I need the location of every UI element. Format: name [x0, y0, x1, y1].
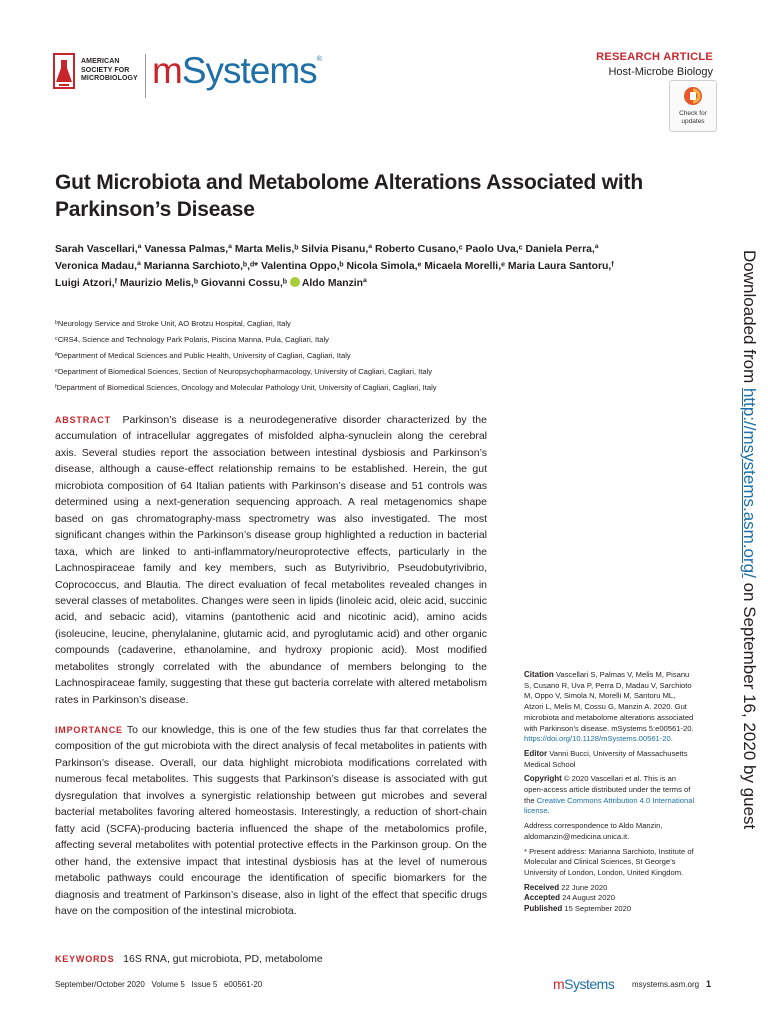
- authors-line-1: Sarah Vascellari,ª Vanessa Palmas,ª Marta Melis,ᵇ Silvia Pisanu,ª Roberto Cusano,ᶜ Paolo Uva,ᶜ Daniela Perra,ª: [55, 244, 599, 255]
- published-date: 15 September 2020: [564, 904, 632, 914]
- abstract-heading: ABSTRACT: [55, 415, 111, 425]
- journal-logo: [152, 50, 321, 92]
- copyright-label: Copyright: [524, 774, 562, 784]
- article-type: RESEARCH ARTICLE: [596, 51, 713, 63]
- importance: [55, 722, 487, 919]
- keywords-heading: KEYWORDS: [55, 954, 115, 964]
- editor: [524, 749, 696, 770]
- footer-logo-rest: Systems: [564, 976, 615, 992]
- footer-logo-m: m: [553, 976, 565, 992]
- check-for-updates-button[interactable]: [669, 80, 717, 132]
- copyright: Copyright © 2020 Vascellari et al. This is an open-access article distributed under the terms of the Creative Commons Attribution 4.0 International license.: [524, 774, 695, 816]
- keywords: [55, 953, 323, 965]
- footer-journal-url[interactable]: msystems.asm.org: [632, 980, 700, 989]
- received-date: 22 June 2020: [561, 882, 608, 892]
- logo-divider: [145, 54, 146, 98]
- present-address: * Present address: Marianna Sarchioto, Institute of Molecular and Clinical Sciences, St George’s University of London, London, United Kingdom.: [524, 846, 694, 877]
- accepted-date: 24 August 2020: [562, 893, 615, 903]
- received-label: Received: [524, 882, 560, 892]
- article-info-sidebar: [524, 670, 696, 915]
- authors-line-3: [55, 275, 675, 292]
- correspondence: Address correspondence to Aldo Manzin, aldomanzin@medicina.unica.it.: [524, 821, 663, 841]
- received: [524, 883, 696, 894]
- check-for-updates-label: Check for updates: [679, 110, 707, 125]
- page-number: 1: [706, 979, 712, 989]
- download-suffix: on September 16, 2020 by guest: [740, 577, 759, 830]
- affiliation-4: ᵉDepartment of Biomedical Sciences, Section of Neuropsychopharmacology, University of Cagliari, Cagliari, Italy: [55, 367, 433, 376]
- article-section: Host-Microbe Biology: [608, 66, 713, 78]
- download-link[interactable]: http://msystems.asm.org/: [740, 387, 759, 578]
- download-prefix: Downloaded from: [740, 250, 759, 388]
- society-name: [81, 58, 138, 84]
- published: [524, 904, 696, 915]
- society-line-1: AMERICAN: [81, 58, 120, 65]
- authors-line-3-names: Luigi Atzori,ᶠ Maurizio Melis,ᵇ Giovanni Cossu,ᵇ: [55, 278, 287, 289]
- doi-link[interactable]: https://doi.org/10.1128/mSystems.00561-20: [524, 734, 671, 744]
- author-list: [55, 241, 675, 292]
- accepted-label: Accepted: [524, 893, 561, 903]
- published-label: Published: [524, 904, 563, 914]
- update-badge-icon: [683, 86, 703, 106]
- citation: Citation Vascellari S, Palmas V, Melis M, Pisanu S, Cusano R, Uva P, Perra D, Madau V, Sarchioto M, Oppo V, Simola N, Morelli M, Santoru ML, Atzori L, Melis M, Cossu G, Manzin A. 2020. Gut microbiota and metabolome alterations associated with Parkinson’s disease. mSystems 5:e00561-20. https://doi.org/10.1128/mSystems.00561-20.: [524, 670, 694, 744]
- orcid-icon[interactable]: [290, 277, 300, 287]
- footer-journal-logo: [553, 976, 614, 992]
- journal-logo-m: m: [152, 50, 182, 91]
- citation-text: Vascellari S, Palmas V, Melis M, Pisanu S, Cusano R, Uva P, Perra D, Madau V, Sarchioto M, Oppo V, Simola N, Morelli M, Santoru ML, Atzori L, Melis M, Cossu G, Manzin A. 2020. Gut microbiota and metabolome alterations associated with Parkinson’s disease. mSystems 5:e00561-20.: [524, 670, 694, 733]
- journal-logo-rest: Systems: [181, 50, 317, 91]
- footer-issue-info: September/October 2020 Volume 5 Issue 5 e00561-20: [55, 980, 263, 989]
- editor-text: Vanni Bucci, University of Massachusetts Medical School: [524, 748, 688, 769]
- affiliation-5: ᶠDepartment of Biomedical Sciences, Oncology and Molecular Pathology Unit, University of Cagliari, Cagliari, Italy: [55, 383, 437, 392]
- download-stamp-text: [739, 250, 759, 829]
- citation-label: Citation: [524, 670, 554, 679]
- article-title: Gut Microbiota and Metabolome Alterations Associated with Parkinson’s Disease: [55, 171, 643, 221]
- society-line-3: MICROBIOLOGY: [81, 75, 138, 82]
- authors-line-2: Veronica Madau,ª Marianna Sarchioto,ᵇ,ᵈ* Valentina Oppo,ᵇ Nicola Simola,ᵉ Micaela Morelli,ᵉ Maria Laura Santoru,ᶠ: [55, 261, 614, 272]
- download-stamp: [733, 250, 763, 830]
- affiliation-1: ᵇNeurology Service and Stroke Unit, AO Brotzu Hospital, Cagliari, Italy: [55, 319, 291, 328]
- license-link[interactable]: Creative Commons Attribution 4.0 International license: [524, 795, 695, 816]
- copyright-text: © 2020 Vascellari et al. This is an open-access article distributed under the terms of the: [524, 774, 691, 805]
- abstract: [55, 412, 487, 708]
- importance-text: To our knowledge, this is one of the few studies thus far that correlates the composition of the gut microbiota with the direct analysis of fecal metabolites in patients with Parkinson’s disease. Overall, our data highlight microbiota modifications correlated with numerous fecal metabolites. This suggests that Parkinson’s disease is associated with gut dysregulation that involves a synergistic relationship between gut microbes and several bacterial metabolites favoring altered homeostasis. Interestingly, a reduction of short-chain fatty acid (SCFA)-producing bacteria influenced the shape of the metabolomics profile, affecting several metabolites with potential protective effects in the Parkinson group. On the other hand, the extensive impact that intestinal dysbiosis has at the level of numerous metabolic pathways could encourage the identification of specific biomarkers for the diagnosis and treatment of Parkinson’s disease, also in light of the effect that specific drugs have on the composition of the intestinal microbiota.: [55, 724, 487, 917]
- affiliation-2: ᶜCRS4, Science and Technology Park Polaris, Piscina Manna, Pula, Cagliari, Italy: [55, 335, 329, 344]
- accepted: [524, 893, 696, 904]
- editor-label: Editor: [524, 748, 548, 758]
- flask-icon: [50, 52, 78, 94]
- society-line-2: SOCIETY FOR: [81, 66, 130, 74]
- abstract-text: Parkinson’s disease is a neurodegenerative disorder characterized by the accumulation of intracellular aggregates of misfolded alpha-synuclein along the cerebral axis. Several studies report the association between intestinal dysbiosis and Parkinson’s disease, although a cause-effect relationship remains to be established. Herein, the gut microbiota composition of 64 Italian patients with Parkinson’s disease and 51 controls was determined using a next-generation sequencing approach. A real metagenomics shape based on gas chromatography-mass spectrometry was also investigated. The most significant changes within the Parkinson’s disease group highlighted a reduction in bacterial taxa, which are linked to anti-inflammatory/neuroprotective effects, particularly in the Lachnospiraceae family and key members, such as Butyrivibrio, Pseudobutyrivibrio, Coprococcus, and Blautia. The direct evaluation of fecal metabolites revealed changes in several classes of metabolites. Changes were seen in lipids (linoleic acid, oleic acid, succinic acid, and sebacic acid), vitamins (pantothenic acid and nicotinic acid), amino acids (isoleucine, leucine, phenylalanine, glutamic acid, and pyroglutamic acid) and other organic compounds (cadaverine, ethanolamine, and hydroxy propionic acid). Most modified metabolites strongly correlated with the abundance of members belonging to the Lachnospiraceae family, suggesting that these gut bacteria correlate with altered metabolism rates in Parkinson’s disease.: [55, 414, 487, 706]
- keywords-text: 16S RNA, gut microbiota, PD, metabolome: [123, 953, 323, 965]
- corresponding-author: Aldo Manzinª: [301, 278, 367, 289]
- importance-heading: IMPORTANCE: [55, 725, 123, 735]
- registered-mark: ®: [316, 56, 321, 63]
- affiliation-3: ªDepartment of Medical Sciences and Public Health, University of Cagliari, Cagliari, Italy: [55, 351, 351, 360]
- asm-logo: [50, 52, 142, 98]
